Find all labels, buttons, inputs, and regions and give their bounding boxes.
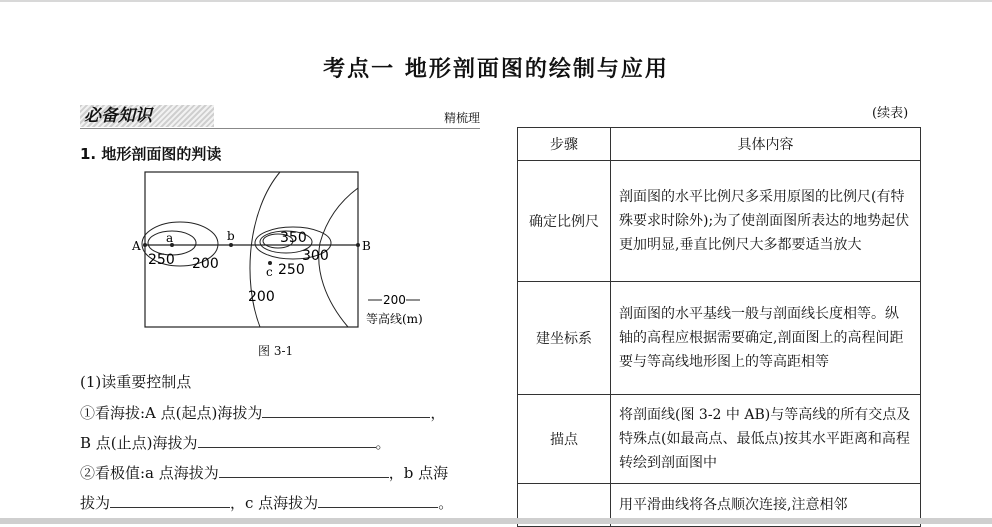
content-cell: 剖面图的水平基线一般与剖面线长度相等。纵轴的高程应根据需要确定,剖面图上的高程间距要与等高线地形图上的等高距相等 [611,282,921,395]
continued-label: (续表) [872,106,909,121]
contour-figure [120,170,440,360]
steps-table [517,127,921,527]
label-a: a [166,231,174,245]
para-extreme-cont [80,492,453,513]
legend-text: 等高线(m) [366,312,423,326]
text-p3: B 点(止点)海拔为 [80,434,198,452]
label-c: c [266,265,273,279]
dot-B [356,243,360,247]
contour-label-250-right: 250 [278,262,305,278]
step-cell: 确定比例尺 [518,161,611,282]
contour-label-350: 350 [280,230,307,246]
section-tag: 精梳理 [443,111,480,125]
legend-value: 200 [383,293,406,307]
text-p5: 拔为 [80,494,111,512]
blank-a-elevation[interactable] [262,403,430,418]
text-p5-mid: ，c 点海拔为 [230,494,319,512]
header-content: 具体内容 [611,128,921,161]
table-row [518,395,921,484]
table-row [518,282,921,395]
header-step: 步骤 [518,128,611,161]
subtitle: 1. 地形剖面图的判读 [80,145,222,163]
dot-A [143,243,147,247]
contour-map [120,170,440,360]
text-p2-end: ， [430,404,446,422]
blank-c-point[interactable] [318,493,438,508]
label-A: A [132,239,141,253]
label-b: b [227,229,235,243]
content-cell: 剖面图的水平比例尺多采用原图的比例尺(有特殊要求时除外);为了使剖面图所表达的地势起伏更加明显,垂直比例尺大多都要适当放大 [611,161,921,282]
contour-label-300: 300 [302,248,329,264]
text-p4: ②看极值:a 点海拔为 [80,464,219,482]
table-row [518,161,921,282]
section-header [80,105,480,127]
section-label: 必备知识 [80,105,214,127]
text-p3-end: 。 [375,434,391,452]
label-B: B [362,239,371,253]
step-cell: 建坐标系 [518,282,611,395]
page-title: 考点一 地形剖面图的绘制与应用 [323,57,669,82]
para-elevation-b [80,432,391,453]
text-p5-end: 。 [438,494,454,512]
section-rule [80,128,480,129]
blank-b-elevation[interactable] [198,433,376,448]
para-read-points: (1)读重要控制点 [80,373,192,391]
figure-caption: 图 3-1 [258,344,294,358]
content-cell: 将剖面线(图 3-2 中 AB)与等高线的所有交点及特殊点(如最高点、最低点)按其水平距离和高程转绘到剖面图中 [611,395,921,484]
contour-label-200-bottom: 200 [248,289,275,305]
table-header-row [518,128,921,161]
contour-label-250-left: 250 [148,252,175,268]
para-elevation-a [80,402,445,423]
top-rule [0,0,992,2]
step-cell: 描点 [518,395,611,484]
blank-b-point[interactable] [110,493,230,508]
contour-label-200-left: 200 [192,256,219,272]
text-p4-mid: ，b 点海 [388,464,449,482]
dot-b [229,243,233,247]
bottom-edge [0,518,992,524]
text-p2: ①看海拔:A 点(起点)海拔为 [80,404,263,422]
para-extreme [80,462,448,483]
content-cell: 用平滑曲线将各点顺次连接,注意相邻 [611,484,921,527]
blank-a-point[interactable] [219,463,389,478]
